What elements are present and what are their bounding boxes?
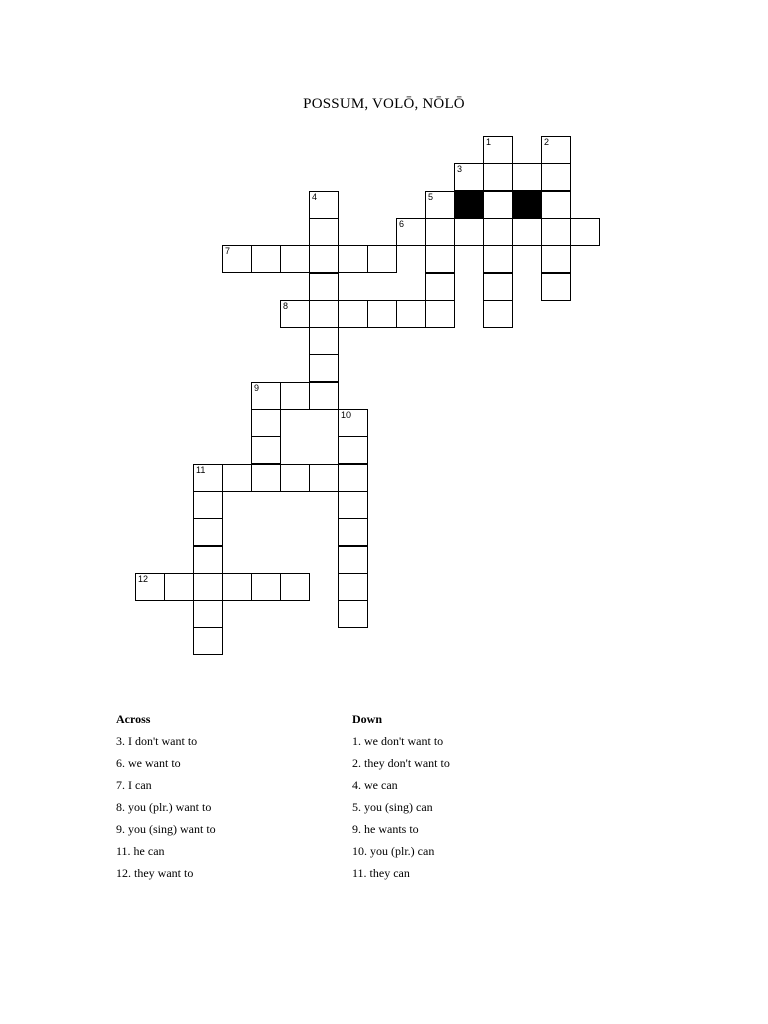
grid-cell[interactable] xyxy=(338,409,368,437)
grid-cell[interactable] xyxy=(425,273,455,301)
grid-cell[interactable] xyxy=(222,464,252,492)
clue-number: 8 xyxy=(283,301,289,311)
grid-cell[interactable] xyxy=(280,464,310,492)
grid-cell[interactable] xyxy=(338,573,368,601)
grid-cell[interactable] xyxy=(193,464,223,492)
grid-cell[interactable] xyxy=(541,273,571,301)
clue-number: 11 xyxy=(196,465,206,475)
grid-cell[interactable] xyxy=(396,300,426,328)
blocked-cell xyxy=(454,191,484,219)
puzzle-title: POSSUM, VOLŌ, NŌLŌ xyxy=(303,96,465,112)
grid-cell[interactable] xyxy=(483,300,513,328)
grid-cell[interactable] xyxy=(338,464,368,492)
grid-cell[interactable] xyxy=(193,573,223,601)
clue-number: 12 xyxy=(138,574,149,584)
grid-cell[interactable] xyxy=(280,300,310,328)
grid-cell[interactable] xyxy=(396,218,426,246)
grid-cell[interactable] xyxy=(280,245,310,273)
clue-number: 2 xyxy=(544,137,550,147)
clue-number: 7 xyxy=(225,246,231,256)
grid-cell[interactable] xyxy=(338,546,368,574)
grid-cell[interactable] xyxy=(454,163,484,191)
across-heading: Across xyxy=(116,712,151,726)
grid-cell[interactable] xyxy=(280,382,310,410)
grid-cell[interactable] xyxy=(541,191,571,219)
grid-cell[interactable] xyxy=(164,573,194,601)
down-heading: Down xyxy=(352,712,383,726)
down-clue: 1. we don't want to xyxy=(352,734,444,748)
across-clue: 12. they want to xyxy=(116,866,194,880)
grid-cell[interactable] xyxy=(280,573,310,601)
grid-cell[interactable] xyxy=(251,436,281,464)
clue-number: 4 xyxy=(312,192,318,202)
grid-cell[interactable] xyxy=(309,245,339,273)
grid-cell[interactable] xyxy=(483,191,513,219)
grid-cell[interactable] xyxy=(483,245,513,273)
grid-cell[interactable] xyxy=(483,273,513,301)
clue-number: 5 xyxy=(428,192,434,202)
across-clue: 9. you (sing) want to xyxy=(116,822,216,836)
grid-cell[interactable] xyxy=(425,191,455,219)
across-clue: 6. we want to xyxy=(116,756,181,770)
grid-cell[interactable] xyxy=(338,491,368,519)
across-clue: 3. I don't want to xyxy=(116,734,198,748)
grid-cell[interactable] xyxy=(425,245,455,273)
clue-number: 3 xyxy=(457,164,463,174)
grid-cell[interactable] xyxy=(135,573,165,601)
grid-cell[interactable] xyxy=(425,300,455,328)
grid-cell[interactable] xyxy=(541,245,571,273)
grid-cell[interactable] xyxy=(541,218,571,246)
grid-cell[interactable] xyxy=(483,218,513,246)
grid-cell[interactable] xyxy=(309,464,339,492)
grid-cell[interactable] xyxy=(309,300,339,328)
grid-cell[interactable] xyxy=(309,191,339,219)
grid-cell[interactable] xyxy=(309,218,339,246)
blocked-cell xyxy=(512,191,542,219)
grid-cell[interactable] xyxy=(367,300,397,328)
grid-cell[interactable] xyxy=(425,218,455,246)
grid-cell[interactable] xyxy=(309,382,339,410)
across-clues xyxy=(116,712,216,888)
grid-cell[interactable] xyxy=(193,627,223,655)
clue-number: 9 xyxy=(254,383,260,393)
down-clue: 11. they can xyxy=(352,866,410,880)
grid-cell[interactable] xyxy=(193,600,223,628)
grid-cell[interactable] xyxy=(541,163,571,191)
grid-cell[interactable] xyxy=(193,518,223,546)
grid-cell[interactable] xyxy=(309,354,339,382)
across-clue: 8. you (plr.) want to xyxy=(116,800,212,814)
down-clue: 4. we can xyxy=(352,778,398,792)
grid-cell[interactable] xyxy=(251,409,281,437)
grid-cell[interactable] xyxy=(338,245,368,273)
grid-cell[interactable] xyxy=(251,573,281,601)
clue-number: 10 xyxy=(341,410,352,420)
grid-cell[interactable] xyxy=(338,518,368,546)
grid-cell[interactable] xyxy=(193,491,223,519)
down-clue: 9. he wants to xyxy=(352,822,419,836)
grid-cell[interactable] xyxy=(251,464,281,492)
down-clue: 2. they don't want to xyxy=(352,756,450,770)
grid-cell[interactable] xyxy=(251,382,281,410)
down-clue: 5. you (sing) can xyxy=(352,800,433,814)
grid-cell[interactable] xyxy=(454,218,484,246)
grid-cell[interactable] xyxy=(193,546,223,574)
grid-cell[interactable] xyxy=(222,573,252,601)
grid-cell[interactable] xyxy=(309,273,339,301)
down-clues xyxy=(352,712,450,888)
grid-cell[interactable] xyxy=(483,163,513,191)
clue-number: 1 xyxy=(486,137,492,147)
grid-cell[interactable] xyxy=(541,136,571,164)
clue-number: 6 xyxy=(399,219,405,229)
grid-cell[interactable] xyxy=(338,600,368,628)
grid-cell[interactable] xyxy=(570,218,600,246)
grid-cell[interactable] xyxy=(367,245,397,273)
across-clue: 11. he can xyxy=(116,844,165,858)
grid-cell[interactable] xyxy=(338,300,368,328)
grid-cell[interactable] xyxy=(338,436,368,464)
grid-cell[interactable] xyxy=(251,245,281,273)
grid-cell[interactable] xyxy=(483,136,513,164)
grid-cell[interactable] xyxy=(512,163,542,191)
grid-cell[interactable] xyxy=(309,327,339,355)
across-clue: 7. I can xyxy=(116,778,152,792)
down-clue: 10. you (plr.) can xyxy=(352,844,435,858)
grid-cell[interactable] xyxy=(512,218,542,246)
grid-cell[interactable] xyxy=(222,245,252,273)
